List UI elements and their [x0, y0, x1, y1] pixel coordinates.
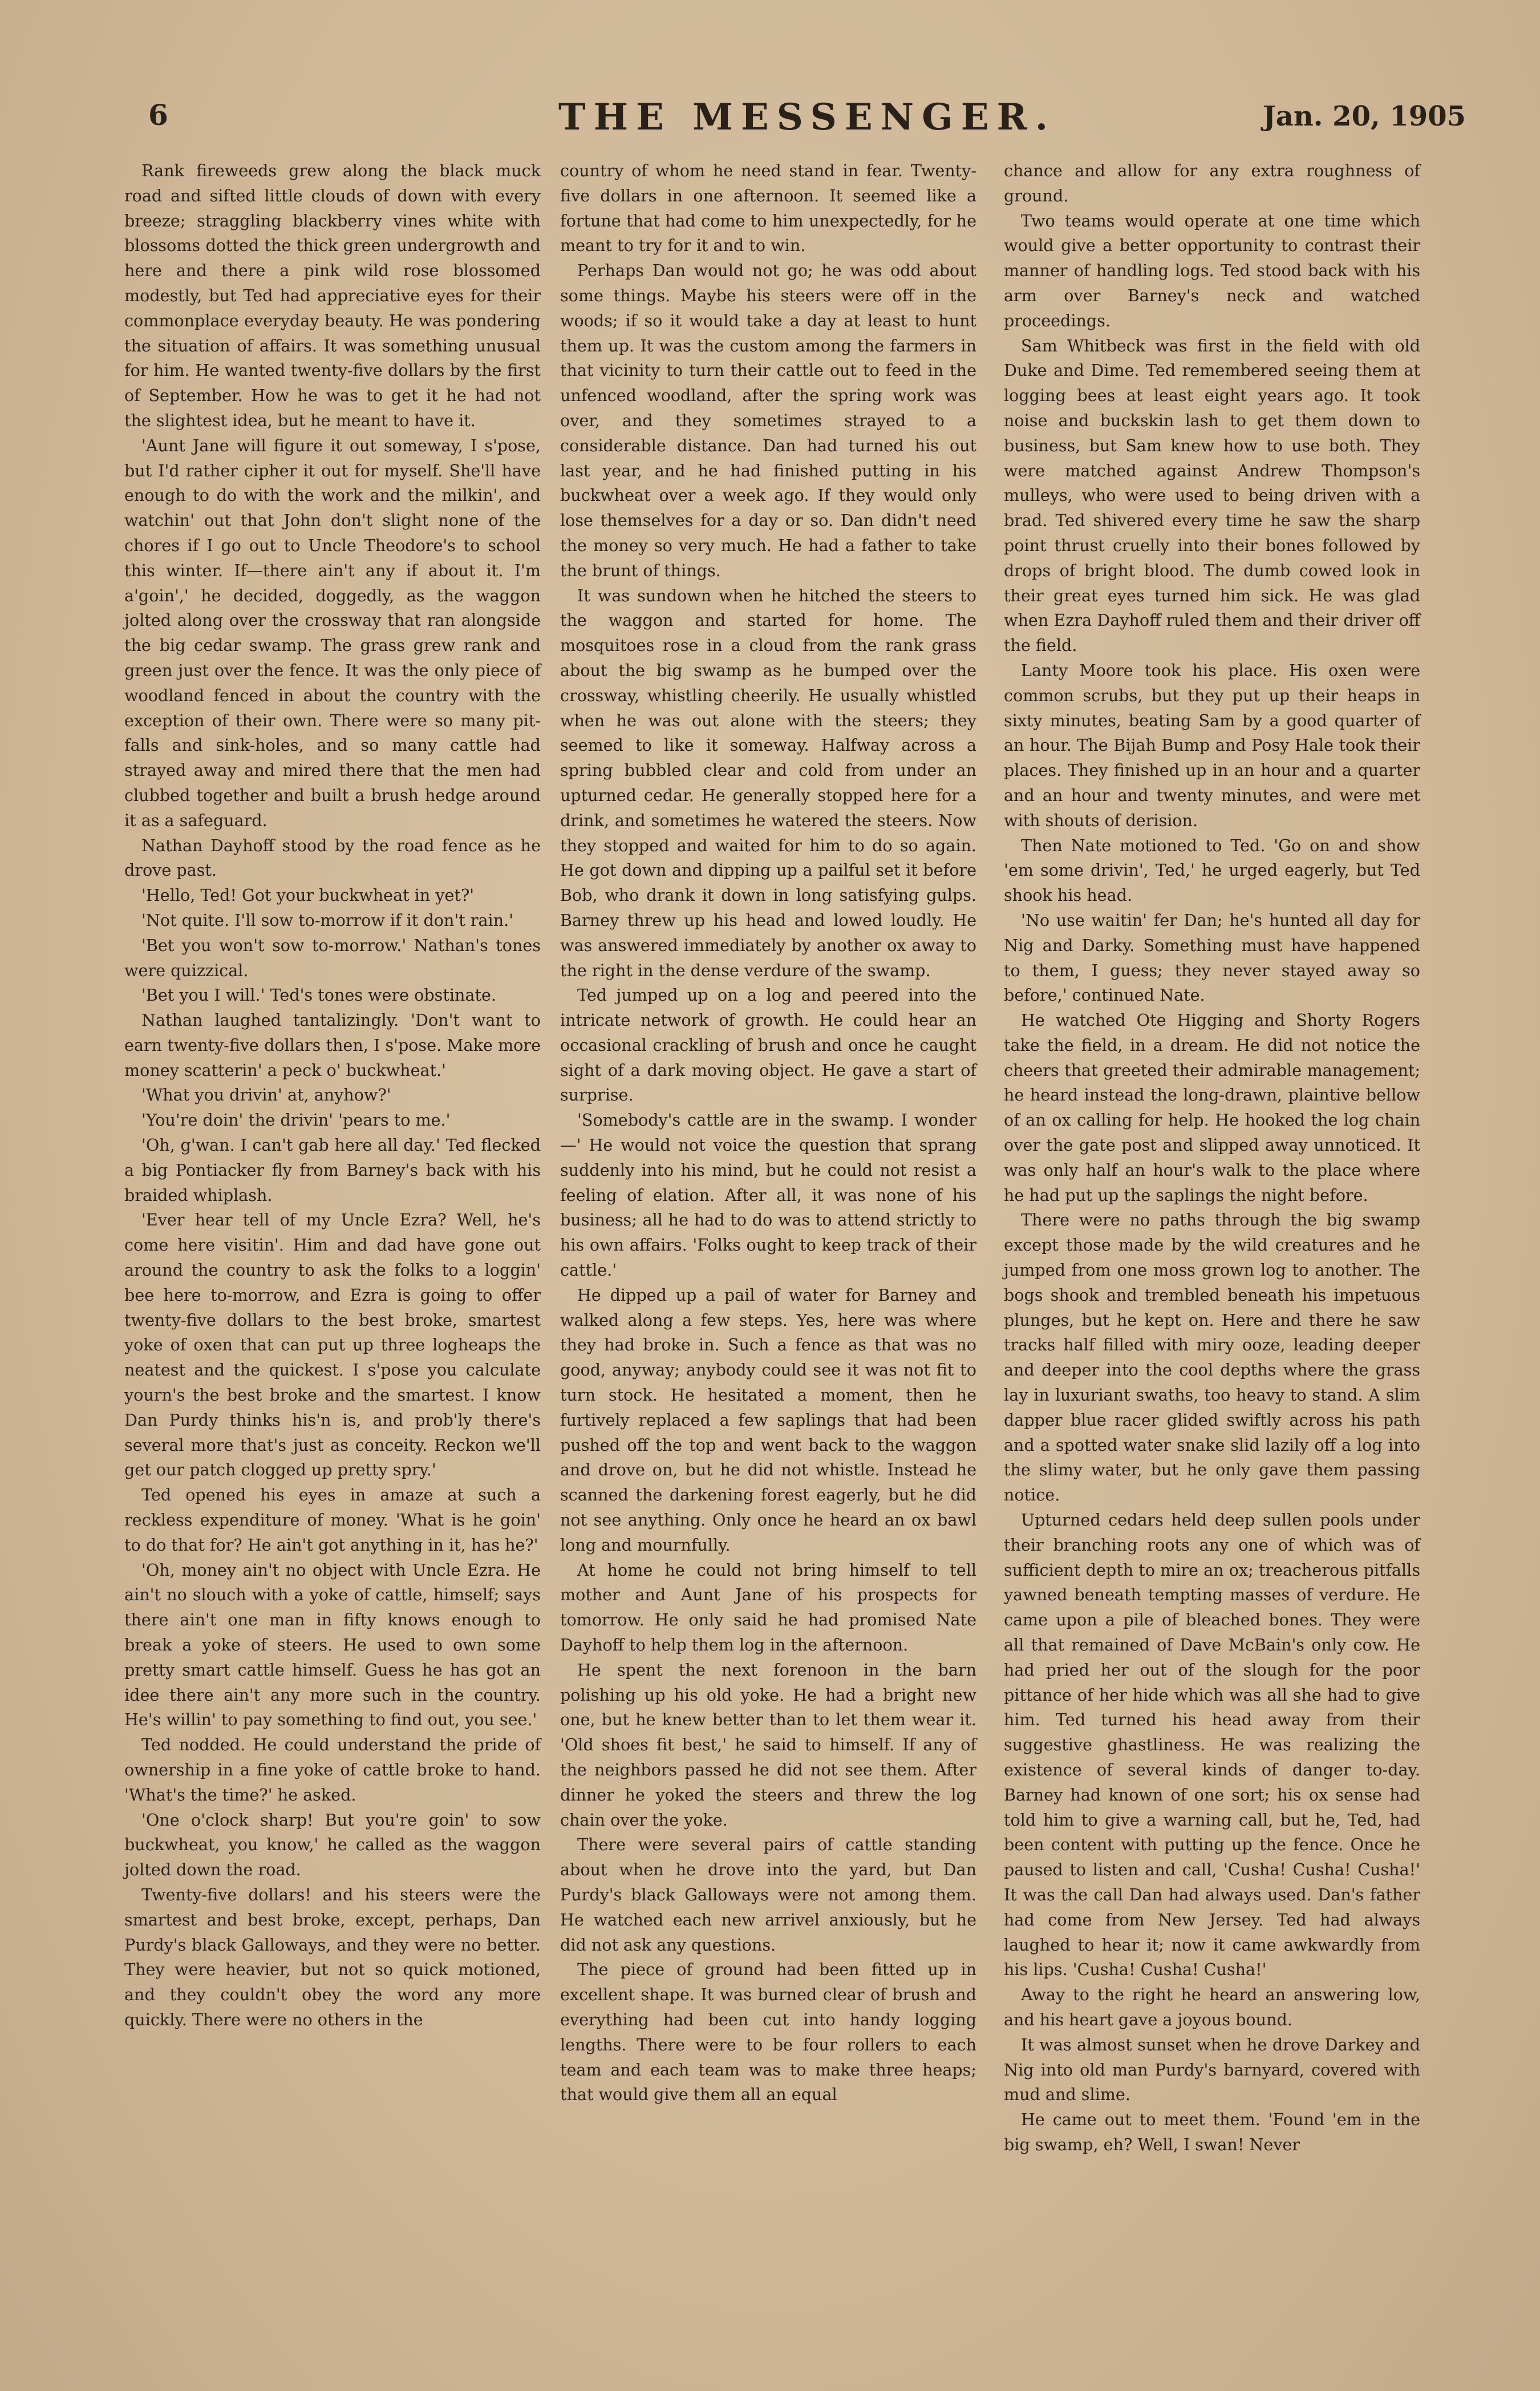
paragraph: 'Bet you I will.' Ted's tones were obstinate. [141, 985, 496, 1005]
paragraph: 'One o'clock sharp! But you're goin' to sow buckwheat, you know,' he called as the waggon jolted down the road. [124, 1810, 541, 1880]
paragraph: Nathan laughed tantalizingly. 'Don't want to earn twenty-five dollars then, I s'pose. Make more money scatterin' a peck o' buckwheat.' [124, 1010, 541, 1080]
paragraph: The piece of ground had been fitted up in excellent shape. It was burned clear of brush and everything had been cut into handy logging lengths. There were to be four rollers to each team and each team was to make three heaps; that would give them all an equal [560, 1960, 976, 2105]
paragraph: Then Nate motioned to Ted. 'Go on and show 'em some drivin', Ted,' he urged eagerly, but Ted shook his head. [1004, 835, 1420, 905]
paragraph: Perhaps Dan would not go; he was odd about some things. Maybe his steers were off in the woods; if so it would take a day at least to hunt them up. It was the custom among the farmers in that vicinity to turn their cattle out to feed in the unfenced woodland, after the spring work was over, and they sometimes strayed to a considerable distance. Dan had turned his out last year, and he had finished putting in his buckwheat over a week ago. If they would only lose themselves for a day or so. Dan didn't need the money so very much. He had a father to take the brunt of things. [560, 261, 976, 580]
paragraph: Upturned cedars held deep sullen pools under their branching roots any one of which was of sufficient depth to mire an ox; treacherous pitfalls yawned beneath tempting masses of verdure. He came upon a pile of bleached bones. They were all that remained of Dave McBain's only cow. He had pried her out of the slough for the poor pittance of her hide which was all she had to give him. Ted turned his head away from their suggestive ghastliness. He was realizing the existence of several kinds of danger to-day. Barney had known of one sort; his ox sense had told him to give a warning call, but he, Ted, had been content with putting up the fence. Once he paused to listen and call, 'Cusha! Cusha! Cusha!' It was the call Dan had always used. Dan's father had come from New Jersey. Ted had always laughed to hear it; now it came awkwardly from his lips. 'Cusha! Cusha! Cusha!' [1004, 1510, 1420, 1980]
paragraph: There were no paths through the big swamp except those made by the wild creatures and he jumped from one moss grown log to another. The bogs shook and trembled beneath his impetuous plunges, but he kept on. Here and there he saw tracks half filled with miry ooze, leading deeper and deeper into the cool depths where the grass lay in luxuriant swaths, too heavy to stand. A slim dapper blue racer glided swiftly across his path and a spotted water snake slid lazily off a log into the slimy water, but he only gave them passing notice. [1004, 1210, 1420, 1505]
paragraph: Two teams would operate at one time which would give a better opportunity to contrast their manner of handling logs. Ted stood back with his arm over Barney's neck and watched proceedings. [1004, 211, 1420, 330]
text-column-2 [560, 159, 976, 2107]
paragraph: Sam Whitbeck was first in the field with old Duke and Dime. Ted remembered seeing them at logging bees at least eight years ago. It took noise and buckskin lash to get them down to business, but Sam knew how to use both. They were matched against Andrew Thompson's mulleys, who were used to being driven with a brad. Ted shivered every time he saw the sharp point thrust cruelly into their bones followed by drops of bright blood. The dumb cowed look in their great eyes turned him sick. He was glad when Ezra Dayhoff ruled them and their driver off the field. [1004, 335, 1420, 656]
text-column-3 [1004, 159, 1420, 2158]
paragraph: He watched Ote Higging and Shorty Rogers take the field, in a dream. He did not notice the cheers that greeted their admirable management; he heard instead the long-drawn, plaintive bellow of an ox calling for help. He hooked the log chain over the gate post and slipped away unnoticed. It was only half an hour's walk to the place where he had put up the saplings the night before. [1004, 1010, 1420, 1205]
paragraph: 'Bet you won't sow to-morrow.' Nathan's tones were quizzical. [124, 935, 541, 980]
paragraph: Ted nodded. He could understand the pride of ownership in a fine yoke of cattle broke to hand. 'What's the time?' he asked. [124, 1735, 541, 1805]
paragraph: 'You're doin' the drivin' 'pears to me.' [141, 1110, 451, 1130]
paragraph: There were several pairs of cattle standing about when he drove into the yard, but Dan Purdy's black Galloways were not among them. He watched each new arrivel anxiously, but he did not ask any questions. [560, 1835, 976, 1955]
paragraph: 'Aunt Jane will figure it out someway, I s'pose, but I'd rather cipher it out for myself. She'll have enough to do with the work and the milkin', and watchin' out that John don't slight none of the chores if I go out to Uncle Theodore's to school this winter. If—there ain't any if about it. I'm a'goin',' he decided, doggedly, as the waggon jolted along over the crossway that ran alongside the big cedar swamp. The grass grew rank and green just over the fence. It was the only piece of woodland fenced in about the country with the exception of their own. There were so many pit-falls and sink-holes, and so many cattle had strayed away and mired there that the men had clubbed together and built a brush hedge around it as a safeguard. [124, 435, 541, 830]
paragraph: He dipped up a pail of water for Barney and walked along a few steps. Yes, here was where they had broke in. Such a fence as that was no good, anyway; anybody could see it was not fit to turn stock. He hesitated a moment, then he furtively replaced a few saplings that had been pushed off the top and went back to the waggon and drove on, but he did not whistle. Instead he scanned the darkening forest eagerly, but he did not see anything. Only once he heard an ox bawl long and mournfully. [560, 1285, 976, 1555]
paragraph: Rank fireweeds grew along the black muck road and sifted little clouds of down with every breeze; straggling blackberry vines white with blossoms dotted the thick green undergrowth and here and there a pink wild rose blossomed modestly, but Ted had appreciative eyes for their commonplace everyday beauty. He was pondering the situation of affairs. It was something unusual for him. He wanted twenty-five dollars by the first of September. How he was to get it he had not the slightest idea, but he meant to have it. [124, 161, 541, 430]
paragraph: Ted opened his eyes in amaze at such a reckless expenditure of money. 'What is he goin' to do that for? He ain't got anything in it, has he?' [124, 1485, 541, 1555]
paragraph: Away to the right he heard an answering low, and his heart gave a joyous bound. [1004, 1985, 1420, 2029]
paragraph: Ted jumped up on a log and peered into the intricate network of growth. He could hear an occasional crackling of brush and once he caught sight of a dark moving object. He gave a start of surprise. [560, 985, 976, 1105]
paragraph: 'Somebody's cattle are in the swamp. I wonder—' He would not voice the question that sprang suddenly into his mind, but he could not resist a feeling of elation. After all, it was none of his business; all he had to do was to attend strictly to his own affairs. 'Folks ought to keep track of their cattle.' [560, 1110, 976, 1280]
paragraph: He came out to meet them. 'Found 'em in the big swamp, eh? Well, I swan! Never [1004, 2110, 1420, 2154]
paragraph: At home he could not bring himself to tell mother and Aunt Jane of his prospects for tomorrow. He only said he had promised Nate Dayhoff to help them log in the afternoon. [560, 1560, 976, 1655]
issue-date: Jan. 20, 1905 [1263, 100, 1466, 132]
masthead [148, 98, 1466, 149]
text-column-1 [124, 159, 541, 2033]
paragraph: It was sundown when he hitched the steers to the waggon and started for home. The mosquitoes rose in a cloud from the rank grass about the big swamp as he bumped over the crossway, whistling cheerily. He usually whistled when he was out alone with the steers; they seemed to like it someway. Halfway across a spring bubbled clear and cold from under an upturned cedar. He generally stopped here for a drink, and sometimes he watered the steers. Now they stopped and waited for him to do so again. He got down and dipping up a pailful set it before Bob, who drank it down in long satisfying gulps. Barney threw up his head and lowed loudly. He was answered immediately by another ox away to the right in the dense verdure of the swamp. [560, 585, 976, 980]
paragraph: 'No use waitin' fer Dan; he's hunted all day for Nig and Darky. Something must have happened to them, I guess; they never stayed away so before,' continued Nate. [1004, 910, 1420, 1005]
paragraph: It was almost sunset when he drove Darkey and Nig into old man Purdy's barnyard, covered with mud and slime. [1004, 2034, 1420, 2105]
paragraph: 'What you drivin' at, anyhow?' [141, 1085, 391, 1105]
newspaper-title: THE MESSENGER. [558, 96, 1056, 139]
paragraph: Twenty-five dollars! and his steers were the smartest and best broke, except, perhaps, Dan Purdy's black Galloways, and they were no better. They were heavier, but not so quick motioned, and they couldn't obey the word any more quickly. There were no others in the [124, 1884, 541, 2029]
paragraph: Nathan Dayhoff stood by the road fence as he drove past. [124, 835, 541, 880]
paragraph: He spent the next forenoon in the barn polishing up his old yoke. He had a bright new one, but he knew better than to let them wear it. 'Old shoes fit best,' he said to himself. If any of the neighbors passed he did not see them. After dinner he yoked the steers and threw the log chain over the yoke. [560, 1660, 976, 1830]
paragraph: 'Oh, g'wan. I can't gab here all day.' Ted flecked a big Pontiacker fly from Barney's back with his braided whiplash. [124, 1135, 541, 1205]
paragraph: 'Oh, money ain't no object with Uncle Ezra. He ain't no slouch with a yoke of cattle, himself; says there ain't one man in fifty knows enough to break a yoke of steers. He used to own some pretty smart cattle himself. Guess he has got an idee there ain't any more such in the country. He's willin' to pay something to find out, you see.' [124, 1560, 541, 1730]
paragraph: 'Not quite. I'll sow to-morrow if it don't rain.' [141, 910, 514, 930]
paragraph: 'Ever hear tell of my Uncle Ezra? Well, he's come here visitin'. Him and dad have gone out around the country to ask the folks to a loggin' bee here to-morrow, and Ezra is going to offer twenty-five dollars to the best broke, smartest yoke of oxen that can put up three logheaps the neatest and the quickest. I s'pose you calculate yourn's the best broke and the smartest. I know Dan Purdy thinks his'n is, and prob'ly there's several more that's just as conceity. Reckon we'll get our patch clogged up pretty spry.' [124, 1210, 541, 1480]
paragraph: 'Hello, Ted! Got your buckwheat in yet?' [141, 885, 475, 905]
paragraph: country of whom he need stand in fear. Twenty-five dollars in one afternoon. It seemed like a fortune that had come to him unexpectedly, for he meant to try for it and to win. [560, 161, 976, 256]
page-number: 6 [148, 98, 168, 132]
paragraph: Lanty Moore took his place. His oxen were common scrubs, but they put up their heaps in sixty minutes, beating Sam by a good quarter of an hour. The Bijah Bump and Posy Hale took their places. They finished up in an hour and a quarter and an hour and twenty minutes, and were met with shouts of derision. [1004, 660, 1420, 830]
paragraph: chance and allow for any extra roughness of ground. [1004, 161, 1420, 205]
